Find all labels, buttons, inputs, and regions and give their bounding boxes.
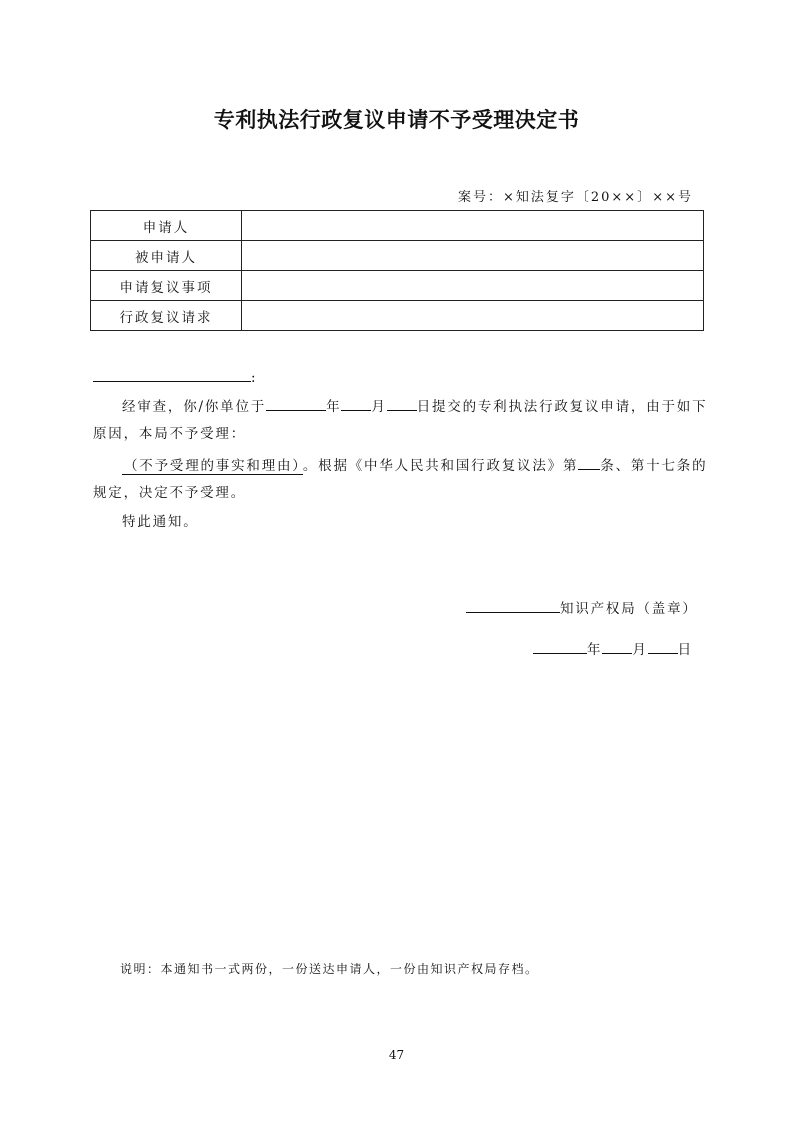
row-value-respondent[interactable] [242, 241, 704, 271]
addressee-blank[interactable] [93, 366, 251, 382]
document-title: 专利执法行政复议申请不予受理决定书 [213, 108, 580, 132]
addressee-line [93, 366, 257, 388]
sign-year: 年 [587, 642, 603, 658]
paragraph-2-line-1 [122, 454, 707, 476]
reason-placeholder[interactable]: （不予受理的事实和理由） [124, 458, 301, 474]
p1-year: 年 [326, 399, 342, 415]
row-value-request[interactable] [242, 301, 704, 331]
p1-month: 月 [371, 399, 387, 415]
row-label-applicant: 申请人 [91, 211, 242, 241]
row-value-matter[interactable] [242, 271, 704, 301]
row-label-respondent: 被申请人 [91, 241, 242, 271]
row-label-matter: 申请复议事项 [91, 271, 242, 301]
info-table [90, 210, 704, 331]
sign-day: 日 [677, 642, 693, 658]
sign-day-blank[interactable] [648, 638, 678, 654]
p1-day-suffix: 日提交的专利执法行政复议申请，由于如下 [416, 399, 708, 415]
row-value-applicant[interactable] [242, 211, 704, 241]
year-blank[interactable] [266, 395, 326, 411]
case-number: 案号：×知法复字〔20××〕××号 [457, 190, 693, 205]
paragraph-1-line-2: 原因，本局不予受理： [93, 426, 246, 442]
table-row [91, 271, 704, 301]
sign-month-blank[interactable] [602, 638, 632, 654]
sign-year-blank[interactable] [533, 638, 587, 654]
signature-date-line [533, 638, 693, 660]
signature-office-line [466, 597, 698, 619]
table-row [91, 241, 704, 271]
page-number: 47 [388, 1048, 405, 1062]
p2-mid: 。根据《中华人民共和国行政复议法》第 [302, 458, 579, 474]
month-blank[interactable] [341, 395, 371, 411]
sign-month: 月 [632, 642, 648, 658]
footnote: 说明：本通知书一式两份，一份送达申请人，一份由知识产权局存档。 [120, 962, 539, 976]
table-row [91, 301, 704, 331]
p2-end: 条、第十七条的 [600, 458, 708, 474]
row-label-request: 行政复议请求 [91, 301, 242, 331]
office-label: 知识产权局（盖章） [560, 601, 698, 617]
day-blank[interactable] [387, 395, 417, 411]
table-row [91, 211, 704, 241]
article-blank[interactable] [578, 454, 600, 470]
p1-lead: 经审查，你/你单位于 [122, 399, 267, 415]
paragraph-2-line-2: 规定，决定不予受理。 [93, 485, 246, 501]
closing-text: 特此通知。 [122, 514, 199, 530]
paragraph-1-line-1 [122, 395, 707, 417]
addressee-colon: : [251, 370, 258, 386]
office-blank[interactable] [466, 597, 560, 613]
